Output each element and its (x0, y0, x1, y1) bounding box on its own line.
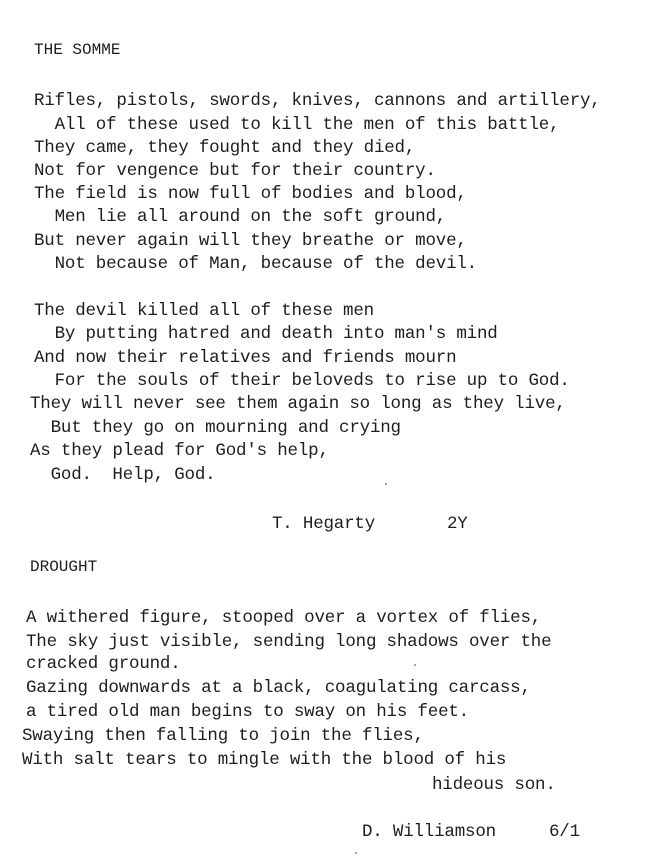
poem-line: The devil killed all of these men (34, 301, 374, 321)
poem-author: T. Hegarty (272, 514, 376, 534)
poem-line: By putting hatred and death into man's mind (34, 324, 498, 344)
poem-line: God. Help, God. (30, 465, 216, 485)
poem-line: Not for vengence but for their country. (34, 161, 436, 181)
poem-line: The sky just visible, sending long shadows over the (26, 632, 552, 652)
poem-line: But they go on mourning and crying (30, 418, 401, 438)
poem-line: Not because of Man, because of the devil. (34, 254, 477, 274)
poem-line: hideous son. (432, 775, 556, 795)
poem-line: cracked ground. (26, 654, 181, 674)
ink-speck (385, 483, 387, 485)
poem-line: Gazing downwards at a black, coagulating carcass, (26, 678, 531, 698)
poem-line: The field is now full of bodies and blood, (34, 184, 467, 204)
poem-author-form: 2Y (447, 514, 468, 534)
poem-line: As they plead for God's help, (30, 441, 329, 461)
poem-line: A withered figure, stooped over a vortex of flies, (26, 608, 542, 628)
poem-line: All of these used to kill the men of this battle, (34, 115, 560, 135)
poem-line: Men lie all around on the soft ground, (34, 207, 447, 227)
ink-speck (355, 852, 357, 854)
poem-line: With salt tears to mingle with the blood of his (22, 750, 507, 770)
poem-line: Rifles, pistols, swords, knives, cannons and artillery, (34, 91, 601, 111)
poem-line: They came, they fought and they died, (34, 138, 416, 158)
poem-line: a tired old man begins to sway on his feet. (26, 702, 469, 722)
poem-author: D. Williamson (362, 822, 496, 842)
poem-line: And now their relatives and friends mourn (34, 348, 457, 368)
poem-title: THE SOMME (34, 41, 121, 59)
ink-speck (414, 664, 416, 666)
poem-author-form: 6/1 (549, 822, 580, 842)
poem-title: DROUGHT (30, 558, 98, 576)
poem-line: For the souls of their beloveds to rise up to God. (34, 371, 570, 391)
poem-line: They will never see them again so long as they live, (30, 394, 566, 414)
poem-line: Swaying then falling to join the flies, (22, 726, 424, 746)
poem-line: But never again will they breathe or move, (34, 231, 467, 251)
